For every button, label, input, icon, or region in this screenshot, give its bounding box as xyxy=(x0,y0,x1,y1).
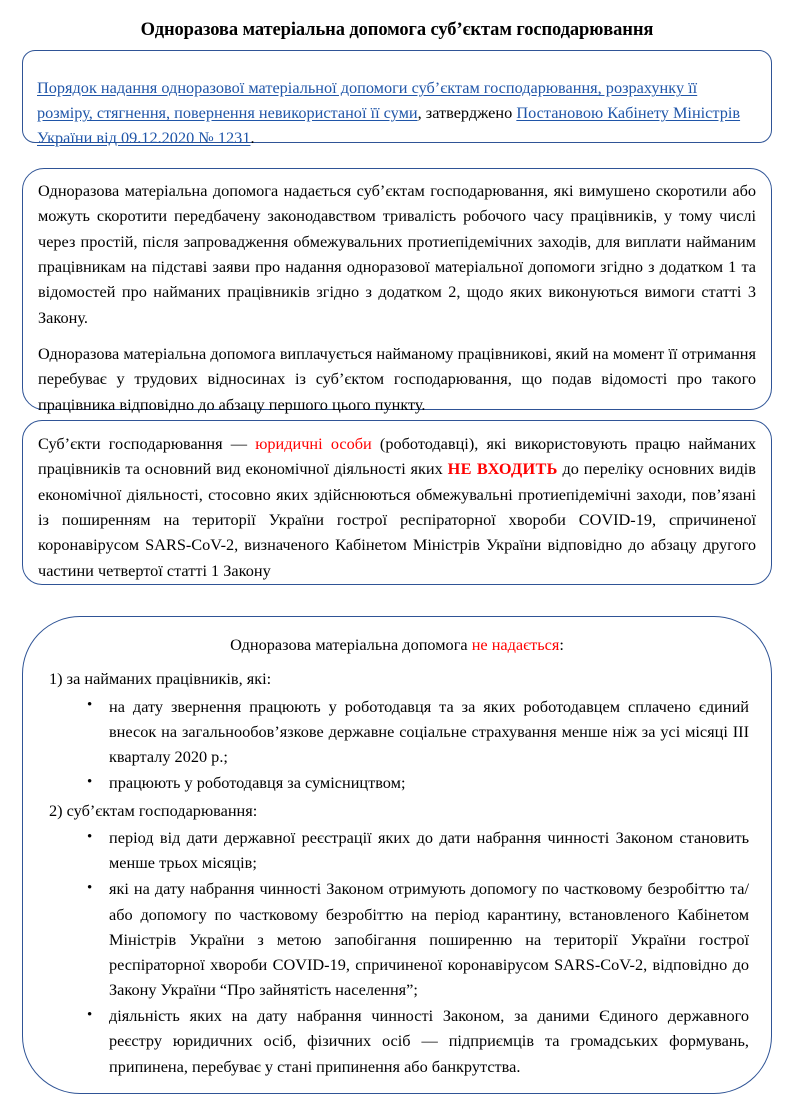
legal-reference-paragraph xyxy=(37,76,757,150)
entities-text-segment-3: до переліку основних видів економічної діяльності, стосовно яких здійснюються обмежувальні протиепідемічні заходи, пов’язані із поширенням на території України гострої респіраторної хвороби COVID-19, спричиненої коронавірусом SARS-CoV-2, визначеного Кабінетом Міністрів України відповідно до абзацу другого частини четвертої статті 1 Закону xyxy=(38,459,756,580)
exclusions-box xyxy=(22,616,772,1094)
not-provided-emphasis: не надається xyxy=(471,635,560,654)
exclusions-heading xyxy=(41,633,753,657)
exclusions-group-2-label: 2) суб’єктам господарювання: xyxy=(49,800,258,820)
exclusions-heading-prefix: Одноразова матеріальна допомога xyxy=(230,635,472,654)
legal-entities-emphasis: юридичні особи xyxy=(255,434,372,453)
business-entities-content xyxy=(23,421,771,591)
business-entities-paragraph xyxy=(38,431,756,583)
list-item: • які на дату набрання чинності Законом отримують допомогу по частковому безробіттю та/або допомогу по частковому безробіттю на період карантину, встановленого Кабінетом Міністрів України з метою запобігання поширенню на території України гострої респіраторної хвороби COVID-19, спричиненої коронавірусом SARS-CoV-2, відповідно до Закону України “Про зайнятість населення”; xyxy=(41,876,753,1002)
aid-granting-content xyxy=(23,169,771,426)
exclusions-group-2-list xyxy=(41,825,753,1079)
entities-text-segment-1: Суб’єкти господарювання — xyxy=(38,434,256,453)
aid-granting-paragraph-2: Одноразова матеріальна допомога виплачується найманому працівникові, який на момент її отримання перебуває у трудових відносинах із суб’єктом господарювання, що подав відомості про такого працівника відповідно до абзацу першого цього пункту. xyxy=(38,343,756,414)
business-entities-box xyxy=(22,420,772,585)
cabinet-resolution-link[interactable]: Постановою Кабінету Міністрів України від 09.12.2020 № 1231 xyxy=(37,103,741,147)
exclusions-content xyxy=(23,617,771,1092)
exclusions-group-1-list xyxy=(41,694,753,796)
list-item: • період від дати державної реєстрації яких до дати набрання чинності Законом становить менше трьох місяців; xyxy=(41,825,753,875)
aid-granting-box xyxy=(22,168,772,414)
procedure-link[interactable]: Порядок надання одноразової матеріальної допомоги суб’єктам господарювання, розрахунку її розміру, стягнення, повернення невикористаної її суми xyxy=(37,78,698,123)
legal-reference-period: . xyxy=(250,127,255,147)
legal-reference-connector: , затверджено xyxy=(417,103,517,123)
not-included-emphasis: НЕ ВХОДИТЬ xyxy=(447,459,558,479)
list-item: • на дату звернення працюють у роботодавця та за яких роботодавцем сплачено єдиний внесок на загальнообов’язкове державне соціальне страхування менше ніж за усі місяці III кварталу 2020 р.; xyxy=(41,694,753,770)
page-title: Одноразова матеріальна допомога суб’єктам господарювання xyxy=(140,20,654,41)
list-item: • діяльність яких на дату набрання чинності Законом, за даними Єдиного державного реєстру юридичних осіб, фізичних осіб — підприємців та громадських формувань, припинена, перебуває у стані припинення або банкрутства. xyxy=(41,1003,753,1079)
legal-reference-box xyxy=(22,50,772,147)
legal-reference-content xyxy=(23,51,771,175)
exclusions-heading-suffix: : xyxy=(559,635,564,654)
aid-granting-paragraph-1: Одноразова матеріальна допомога надається суб’єктам господарювання, які вимушено скоротили або можуть скоротити передбачену законодавством тривалість робочого часу працівників, у тому числі через простій, після запровадження обмежувальних протиепідемічних заходів, для виплати найманим працівникам на підставі заяви про надання одноразової матеріальної допомоги згідно з додатком 1 та відомостей про найманих працівників згідно з додатком 2, щодо яких виконуються вимоги статті 3 Закону. xyxy=(38,181,756,327)
entities-text-segment-2: (роботодавці), які використовують працю найманих працівників та основний вид економічної діяльності яких xyxy=(38,434,756,479)
list-item: • працюють у роботодавця за сумісництвом; xyxy=(41,770,753,795)
exclusions-group-1-label: 1) за найманих працівників, які: xyxy=(49,669,272,689)
